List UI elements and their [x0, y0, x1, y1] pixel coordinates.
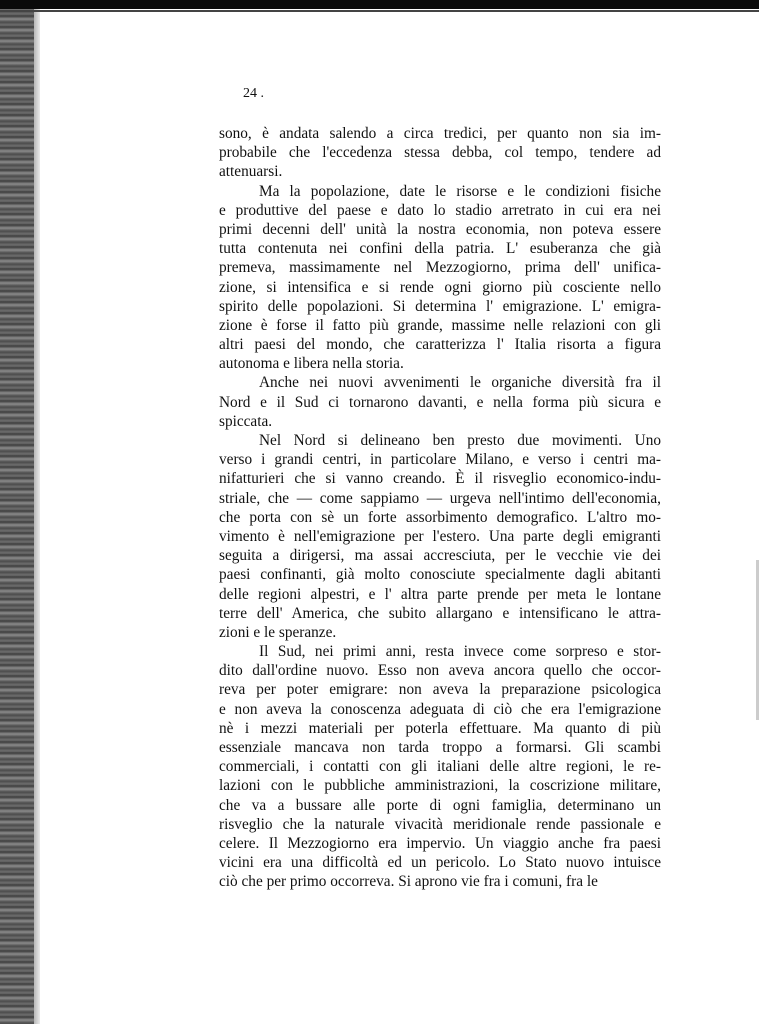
text-line: premeva, massimamente nel Mezzogiorno, prima dell' unifica- [219, 259, 661, 277]
text-line: Ma la popolazione, date le risorse e le condizioni fisiche [259, 182, 661, 200]
text-line: autonoma e libera nella storia. [219, 355, 404, 373]
text-line: e produttive del paese e dato lo stadio arretrato in cui era nei [219, 201, 661, 219]
text-line: commerciali, i contatti con gli italiani delle altre regioni, le re- [219, 758, 661, 776]
text-line: vicini era una difficoltà ed un pericolo. Lo Stato nuovo intuisce [219, 854, 661, 872]
text-line: risveglio che la naturale vivacità meridionale rende passionale e [219, 815, 661, 833]
text-line: altri paesi del mondo, che caratterizza l' Italia risorta a figura [219, 336, 661, 354]
text-line: seguita a dirigersi, ma assai accresciuta, per le vecchie vie dei [219, 547, 661, 565]
text-line: delle regioni alpestri, e l' altra parte prende per meta le lontane [219, 585, 661, 603]
text-line: ciò che per primo occorreva. Si aprono vie fra i comuni, fra le [219, 873, 598, 891]
page-number: 24 . [243, 86, 264, 101]
text-line: nè i mezzi materiali per poterla effettuare. Ma quanto di più [219, 719, 661, 737]
scan-binding-shadow [34, 0, 40, 1024]
text-line: zione, si intensifica e si rende ogni giorno più cosciente nello [219, 278, 661, 296]
text-line: probabile che l'eccedenza stessa debba, col tempo, tendere ad [219, 144, 661, 162]
paragraph [219, 373, 661, 431]
text-line: spirito delle popolazioni. Si determina l' emigrazione. L' emigra- [219, 297, 661, 315]
text-line: sono, è andata salendo a circa tredici, per quanto non sia im- [219, 125, 661, 142]
text-line: reva per poter emigrare: non aveva la preparazione psicologica [219, 681, 661, 699]
text-line: striale, che — come sappiamo — urgeva nell'intimo dell'economia, [219, 489, 661, 507]
text-line: zione è forse il fatto più grande, massime nelle relazioni con gli [219, 316, 661, 334]
paragraph [219, 431, 661, 642]
text-line: essenziale mancava non tarda troppo a formarsi. Gli scambi [219, 739, 661, 756]
text-line: verso i grandi centri, in particolare Milano, e verso i centri ma- [219, 451, 661, 469]
text-line: primi decenni dell' unità la nostra economia, non poteva essere [219, 220, 661, 238]
text-line: che va a bussare alle porte di ogni famiglia, determinano un [219, 796, 661, 814]
text-line: e non aveva la conoscenza adeguata di ciò che era l'emigrazione [219, 700, 661, 718]
text-line: zioni e le speranze. [219, 623, 337, 641]
text-line: vimento è nell'emigrazione per l'estero. Una parte degli emigranti [219, 527, 661, 545]
scan-top-border [0, 0, 759, 9]
text-line: Nel Nord si delineano ben presto due movimenti. Uno [259, 432, 661, 449]
paragraph [219, 182, 661, 374]
text-line: dito dall'ordine nuovo. Esso non aveva ancora quello che occor- [219, 662, 661, 680]
text-line: nifatturieri che si vanno creando. È il risveglio economico-indu- [219, 470, 661, 488]
text-line: attenuarsi. [219, 163, 283, 181]
text-line: paesi confinanti, già molto conosciute specialmente dagli abitanti [219, 566, 661, 584]
text-line: lazioni con le pubbliche amministrazioni, la coscrizione militare, [219, 777, 661, 795]
text-line: Il Sud, nei primi anni, resta invece come sorpreso e stor- [259, 643, 661, 661]
text-line: celere. Il Mezzogiorno era impervio. Un viaggio anche fra paesi [219, 834, 661, 852]
scan-top-border-line [0, 10, 759, 12]
text-line: Anche nei nuovi avvenimenti le organiche diversità fra il [259, 374, 661, 392]
text-line: spiccata. [219, 412, 273, 430]
text-line: terre dell' America, che subito allargano e intensificano le attra- [219, 604, 661, 622]
paragraph [219, 124, 661, 182]
text-line: Nord e il Sud ci tornarono davanti, e nella forma più sicura e [219, 393, 661, 411]
text-line: che porta con sè un forte assorbimento demografico. L'altro mo- [219, 508, 661, 526]
text-line: tutta contenuta nei confini della patria. L' esuberanza che già [219, 240, 661, 258]
paragraph [219, 642, 661, 891]
scan-binding-edge [0, 0, 34, 1024]
body-text [219, 124, 661, 892]
